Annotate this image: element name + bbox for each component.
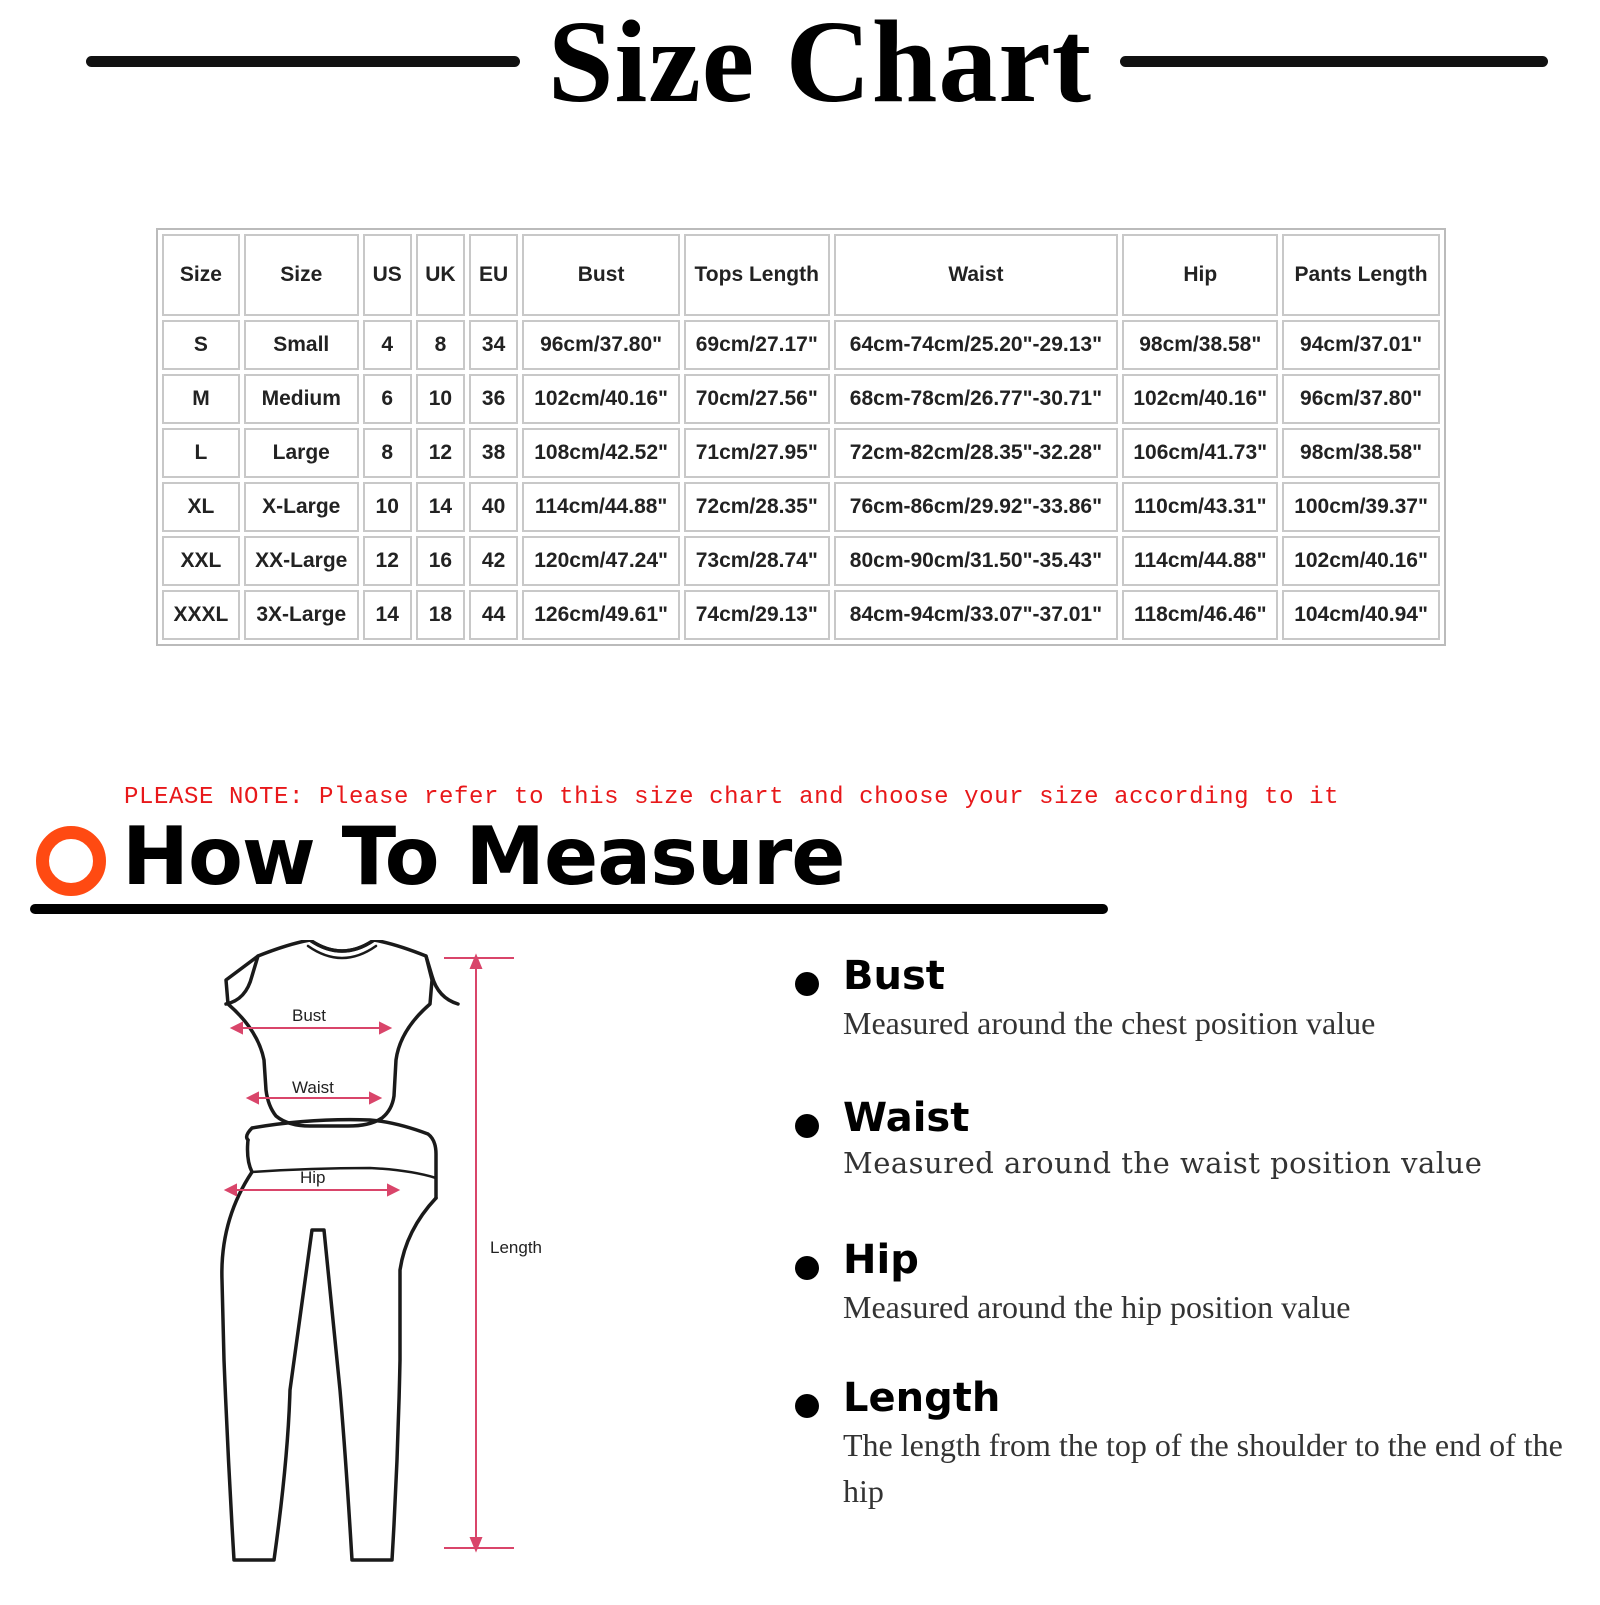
bullet-icon	[795, 1114, 819, 1138]
cell-us: 14	[363, 590, 412, 640]
col-header-size-name: Size	[244, 234, 359, 316]
bullet-icon	[795, 1394, 819, 1418]
cell-eu: 40	[469, 482, 518, 532]
cell-pants-length: 102cm/40.16"	[1282, 536, 1440, 586]
table-row	[162, 374, 1440, 424]
how-to-measure-title: How To Measure	[122, 810, 845, 903]
table-header-row	[162, 234, 1440, 316]
table-row	[162, 536, 1440, 586]
figure-label-bust: Bust	[292, 1006, 327, 1025]
cell-waist: 64cm-74cm/25.20"-29.13"	[834, 320, 1119, 370]
definition-title: Bust	[843, 953, 945, 999]
cell-eu: 36	[469, 374, 518, 424]
cell-waist: 84cm-94cm/33.07"-37.01"	[834, 590, 1119, 640]
cell-size: XXL	[162, 536, 240, 586]
col-header-bust: Bust	[522, 234, 680, 316]
cell-waist: 72cm-82cm/28.35"-32.28"	[834, 428, 1119, 478]
cell-bust: 120cm/47.24"	[522, 536, 680, 586]
cell-hip: 110cm/43.31"	[1122, 482, 1278, 532]
cell-hip: 118cm/46.46"	[1122, 590, 1278, 640]
definition-title: Length	[843, 1375, 1001, 1421]
definition-desc: Measured around the hip position value	[843, 1289, 1351, 1325]
cell-uk: 18	[416, 590, 465, 640]
cell-size-name: XX-Large	[244, 536, 359, 586]
cell-size-name: Small	[244, 320, 359, 370]
cell-size-name: 3X-Large	[244, 590, 359, 640]
col-header-hip: Hip	[1122, 234, 1278, 316]
cell-us: 6	[363, 374, 412, 424]
cell-pants-length: 94cm/37.01"	[1282, 320, 1440, 370]
cell-uk: 8	[416, 320, 465, 370]
definition-desc: The length from the top of the shoulder to the end of the hip	[843, 1427, 1563, 1509]
cell-hip: 102cm/40.16"	[1122, 374, 1278, 424]
definition-desc: Measured around the waist position value	[843, 1146, 1483, 1180]
col-header-us: US	[363, 234, 412, 316]
cell-eu: 38	[469, 428, 518, 478]
title-rule-right	[1120, 56, 1548, 67]
figure-label-waist: Waist	[292, 1078, 334, 1097]
cell-tops-length: 72cm/28.35"	[684, 482, 830, 532]
col-header-waist: Waist	[834, 234, 1119, 316]
ring-icon	[36, 826, 106, 896]
please-note: PLEASE NOTE: Please refer to this size chart and choose your size according to it	[124, 784, 1340, 811]
cell-us: 10	[363, 482, 412, 532]
table-row	[162, 428, 1440, 478]
col-header-pants-length: Pants Length	[1282, 234, 1440, 316]
size-table	[156, 228, 1446, 646]
cell-bust: 108cm/42.52"	[522, 428, 680, 478]
cell-size: M	[162, 374, 240, 424]
cell-pants-length: 96cm/37.80"	[1282, 374, 1440, 424]
page-title: Size Chart	[547, 0, 1093, 127]
cell-us: 4	[363, 320, 412, 370]
cell-bust: 114cm/44.88"	[522, 482, 680, 532]
cell-size-name: Large	[244, 428, 359, 478]
cell-pants-length: 104cm/40.94"	[1282, 590, 1440, 640]
cell-eu: 42	[469, 536, 518, 586]
table-row	[162, 590, 1440, 640]
cell-uk: 16	[416, 536, 465, 586]
cell-uk: 12	[416, 428, 465, 478]
table-row	[162, 482, 1440, 532]
cell-us: 12	[363, 536, 412, 586]
cell-size-name: Medium	[244, 374, 359, 424]
cell-tops-length: 71cm/27.95"	[684, 428, 830, 478]
figure-label-length: Length	[490, 1238, 542, 1257]
definition-title: Hip	[843, 1237, 919, 1283]
cell-uk: 10	[416, 374, 465, 424]
cell-pants-length: 100cm/39.37"	[1282, 482, 1440, 532]
cell-uk: 14	[416, 482, 465, 532]
cell-size: XXXL	[162, 590, 240, 640]
jumpsuit-outline-icon	[200, 940, 580, 1600]
cell-bust: 96cm/37.80"	[522, 320, 680, 370]
size-chart-header	[0, 0, 1600, 140]
cell-tops-length: 69cm/27.17"	[684, 320, 830, 370]
cell-size: S	[162, 320, 240, 370]
cell-pants-length: 98cm/38.58"	[1282, 428, 1440, 478]
title-rule-left	[86, 56, 520, 67]
how-to-measure-rule	[30, 904, 1108, 914]
cell-bust: 126cm/49.61"	[522, 590, 680, 640]
bullet-icon	[795, 1256, 819, 1280]
cell-eu: 34	[469, 320, 518, 370]
col-header-size: Size	[162, 234, 240, 316]
table-row	[162, 320, 1440, 370]
figure-label-hip: Hip	[300, 1168, 326, 1187]
col-header-eu: EU	[469, 234, 518, 316]
col-header-tops-length: Tops Length	[684, 234, 830, 316]
cell-size-name: X-Large	[244, 482, 359, 532]
measurement-figure	[200, 940, 580, 1600]
cell-tops-length: 74cm/29.13"	[684, 590, 830, 640]
cell-us: 8	[363, 428, 412, 478]
cell-size: XL	[162, 482, 240, 532]
cell-waist: 76cm-86cm/29.92"-33.86"	[834, 482, 1119, 532]
cell-waist: 80cm-90cm/31.50"-35.43"	[834, 536, 1119, 586]
cell-bust: 102cm/40.16"	[522, 374, 680, 424]
cell-hip: 114cm/44.88"	[1122, 536, 1278, 586]
cell-size: L	[162, 428, 240, 478]
definition-title: Waist	[843, 1095, 970, 1141]
definition-desc: Measured around the chest position value	[843, 1005, 1376, 1041]
bullet-icon	[795, 972, 819, 996]
cell-tops-length: 73cm/28.74"	[684, 536, 830, 586]
cell-tops-length: 70cm/27.56"	[684, 374, 830, 424]
cell-waist: 68cm-78cm/26.77"-30.71"	[834, 374, 1119, 424]
cell-hip: 98cm/38.58"	[1122, 320, 1278, 370]
cell-eu: 44	[469, 590, 518, 640]
cell-hip: 106cm/41.73"	[1122, 428, 1278, 478]
col-header-uk: UK	[416, 234, 465, 316]
